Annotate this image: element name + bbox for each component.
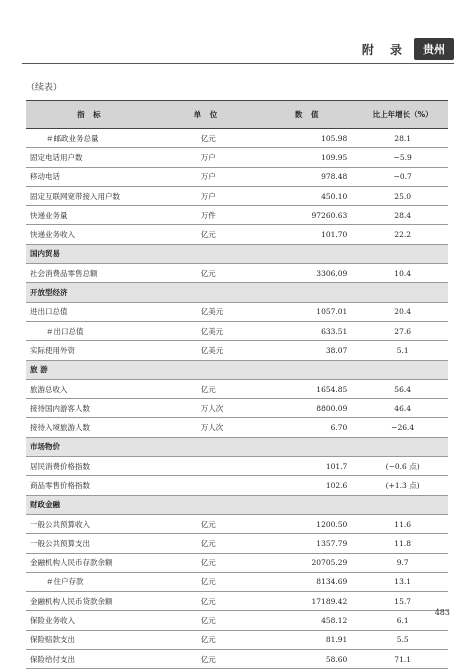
table-row [26,341,448,360]
logo-badge: 贵州 [414,38,454,60]
table-row [26,514,448,533]
value-cell: 105.98 [259,129,357,148]
column-header-unit: 单 位 [155,101,259,129]
value-cell: 450.10 [259,186,357,205]
value-cell: 8134.69 [259,572,357,591]
value-cell: 102.6 [259,476,357,495]
growth-cell: 28.4 [357,206,448,225]
growth-cell: 25.0 [357,186,448,205]
table-row [26,534,448,553]
unit-cell: 亿元 [155,650,259,669]
value-cell: 978.48 [259,167,357,186]
table-row [26,302,448,321]
column-header-indicator: 指 标 [26,101,155,129]
value-cell: 8800.09 [259,399,357,418]
growth-cell: 9.7 [357,553,448,572]
indicator-cell: 进出口总值 [26,302,155,321]
value-cell: 17189.42 [259,592,357,611]
table-row [26,457,448,476]
unit-cell: 亿元 [155,264,259,283]
growth-cell: 11.6 [357,514,448,533]
section-title: 旅 游 [26,360,448,379]
growth-cell: 56.4 [357,379,448,398]
unit-cell: 亿美元 [155,302,259,321]
indicator-cell: 保险给付支出 [26,650,155,669]
indicator-cell: 居民消费价格指数 [26,457,155,476]
indicator-cell: 接待入境旅游人数 [26,418,155,437]
growth-cell: 5.5 [357,630,448,649]
value-cell: 38.07 [259,341,357,360]
value-cell: 1057.01 [259,302,357,321]
continued-label: （续表） [26,83,63,93]
indicator-cell: ＃出口总值 [26,321,155,340]
table-header-row [26,101,448,129]
section-row [26,283,448,302]
page-header [362,38,454,60]
table-row [26,186,448,205]
table-row [26,553,448,572]
growth-cell: 5.1 [357,341,448,360]
indicator-cell: 社会消费品零售总额 [26,264,155,283]
indicator-cell: 接待国内游客人数 [26,399,155,418]
growth-cell: 11.8 [357,534,448,553]
section-row [26,495,448,514]
growth-cell: 71.1 [357,650,448,669]
value-cell: 109.95 [259,148,357,167]
value-cell: 101.70 [259,225,357,244]
value-cell: 1654.85 [259,379,357,398]
table-row [26,206,448,225]
growth-cell: 27.6 [357,321,448,340]
growth-cell: 22.2 [357,225,448,244]
growth-cell: 46.4 [357,399,448,418]
value-cell: 20705.29 [259,553,357,572]
indicator-cell: 快递业务量 [26,206,155,225]
growth-cell: −0.7 [357,167,448,186]
section-row [26,244,448,263]
indicator-cell: ＃住户存款 [26,572,155,591]
column-header-value: 数 值 [259,101,357,129]
unit-cell: 万人次 [155,418,259,437]
indicator-cell: 金融机构人民币贷款余额 [26,592,155,611]
section-row [26,437,448,456]
table-row [26,129,448,148]
unit-cell: 亿元 [155,514,259,533]
growth-cell: 13.1 [357,572,448,591]
section-title: 国内贸易 [26,244,448,263]
growth-cell: −5.9 [357,148,448,167]
page-number: 483 [434,608,450,617]
indicator-cell: 一般公共预算支出 [26,534,155,553]
indicator-cell: 移动电话 [26,167,155,186]
unit-cell [155,476,259,495]
unit-cell: 万件 [155,206,259,225]
value-cell: 633.51 [259,321,357,340]
unit-cell: 万人次 [155,399,259,418]
growth-cell: 20.4 [357,302,448,321]
indicator-cell: ＃邮政业务总量 [26,129,155,148]
statistics-table [26,100,448,669]
unit-cell: 亿美元 [155,341,259,360]
value-cell: 3306.09 [259,264,357,283]
value-cell: 1357.79 [259,534,357,553]
value-cell: 97260.63 [259,206,357,225]
table-row [26,225,448,244]
indicator-cell: 旅游总收入 [26,379,155,398]
value-cell: 1200.50 [259,514,357,533]
section-title: 财政金融 [26,495,448,514]
indicator-cell: 商品零售价格指数 [26,476,155,495]
table-body [26,129,448,669]
unit-cell: 亿元 [155,534,259,553]
value-cell: 458.12 [259,611,357,630]
header-divider [22,63,454,64]
indicator-cell: 金融机构人民币存款余额 [26,553,155,572]
table-row [26,476,448,495]
indicator-cell: 保险赔款支出 [26,630,155,649]
unit-cell [155,457,259,476]
table-row [26,592,448,611]
table-row [26,321,448,340]
value-cell: 101.7 [259,457,357,476]
unit-cell: 亿美元 [155,321,259,340]
growth-cell: 15.7 [357,592,448,611]
unit-cell: 亿元 [155,225,259,244]
table-row [26,650,448,669]
growth-cell: 6.1 [357,611,448,630]
table-row [26,418,448,437]
table-row [26,264,448,283]
indicator-cell: 快递业务收入 [26,225,155,244]
unit-cell: 万户 [155,186,259,205]
unit-cell: 亿元 [155,572,259,591]
table-row [26,611,448,630]
value-cell: 81.91 [259,630,357,649]
section-title: 开放型经济 [26,283,448,302]
growth-cell: (+1.3 点) [357,476,448,495]
column-header-growth: 比上年增长（%） [357,101,448,129]
section-title: 市场物价 [26,437,448,456]
unit-cell: 亿元 [155,611,259,630]
unit-cell: 亿元 [155,592,259,611]
table-row [26,148,448,167]
indicator-cell: 保险业务收入 [26,611,155,630]
indicator-cell: 固定电话用户数 [26,148,155,167]
table-row [26,399,448,418]
unit-cell: 亿元 [155,630,259,649]
indicator-cell: 固定互联网宽带接入用户数 [26,186,155,205]
value-cell: 58.60 [259,650,357,669]
unit-cell: 万户 [155,167,259,186]
table-row [26,379,448,398]
header-title: 附 录 [361,42,408,57]
growth-cell: (−0.6 点) [357,457,448,476]
indicator-cell: 一般公共预算收入 [26,514,155,533]
unit-cell: 万户 [155,148,259,167]
section-row [26,360,448,379]
growth-cell: 28.1 [357,129,448,148]
growth-cell: −26.4 [357,418,448,437]
indicator-cell: 实际使用外资 [26,341,155,360]
growth-cell: 10.4 [357,264,448,283]
unit-cell: 亿元 [155,553,259,572]
table-row [26,572,448,591]
table-row [26,167,448,186]
unit-cell: 亿元 [155,379,259,398]
value-cell: 6.70 [259,418,357,437]
unit-cell: 亿元 [155,129,259,148]
